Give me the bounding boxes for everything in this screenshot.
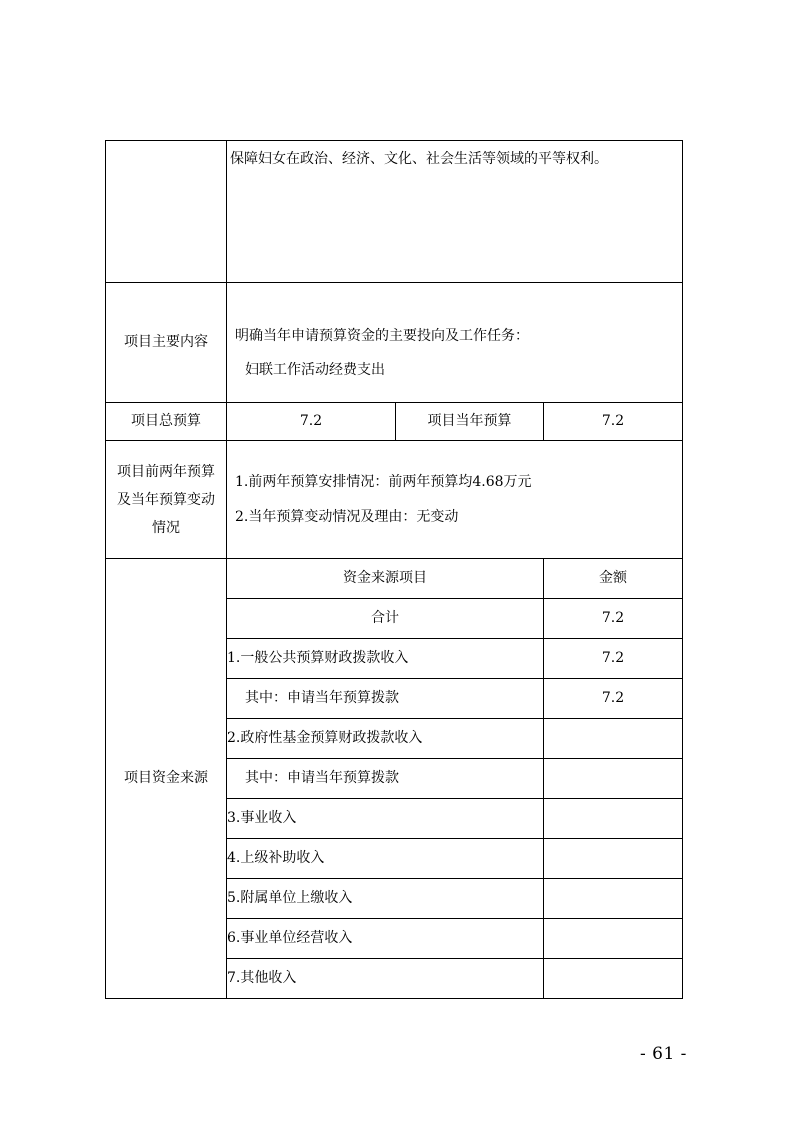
funding-amount-header: 金额 <box>544 559 683 599</box>
purpose-content-cell <box>227 141 683 283</box>
funding-item: 2.政府性基金预算财政拨款收入 <box>227 719 544 759</box>
budget-change-label-line1: 项目前两年预算 <box>117 463 215 480</box>
budget-row <box>106 403 683 441</box>
funding-item: 5.附属单位上缴收入 <box>227 879 544 919</box>
total-budget-value: 7.2 <box>227 403 396 441</box>
main-content-line1: 明确当年申请预算资金的主要投向及工作任务： <box>235 328 529 345</box>
funding-header-row <box>106 559 683 599</box>
current-budget-label: 项目当年预算 <box>396 403 544 441</box>
main-content-line2: 妇联工作活动经费支出 <box>245 362 385 378</box>
budget-change-label-line2: 及当年预算变动 <box>117 491 215 508</box>
budget-change-label <box>106 441 227 559</box>
page-number: - 61 - <box>640 1044 687 1064</box>
funding-item: 4.上级补助收入 <box>227 839 544 879</box>
funding-amount <box>544 799 683 839</box>
funding-amount: 7.2 <box>544 679 683 719</box>
main-content-row <box>106 283 683 403</box>
purpose-label-cell <box>106 141 227 283</box>
funding-item-header: 资金来源项目 <box>227 559 544 599</box>
budget-change-cell <box>227 441 683 559</box>
budget-change-line2: 2.当年预算变动情况及理由：无变动 <box>235 508 459 525</box>
total-budget-label: 项目总预算 <box>106 403 227 441</box>
funding-item: 7.其他收入 <box>227 959 544 999</box>
funding-amount <box>544 719 683 759</box>
funding-amount <box>544 759 683 799</box>
funding-amount: 7.2 <box>544 639 683 679</box>
purpose-text: 保障妇女在政治、经济、文化、社会生活等领域的平等权利。 <box>230 151 608 167</box>
funding-item: 其中：申请当年预算拨款 <box>227 679 544 719</box>
funding-item: 3.事业收入 <box>227 799 544 839</box>
funding-item: 合计 <box>227 599 544 639</box>
funding-amount <box>544 919 683 959</box>
funding-amount: 7.2 <box>544 599 683 639</box>
funding-source-label: 项目资金来源 <box>106 559 227 999</box>
funding-item: 1.一般公共预算财政拨款收入 <box>227 639 544 679</box>
funding-item: 6.事业单位经营收入 <box>227 919 544 959</box>
main-content-cell <box>227 283 683 403</box>
purpose-row <box>106 141 683 283</box>
funding-amount <box>544 879 683 919</box>
funding-amount <box>544 839 683 879</box>
budget-change-line1: 1.前两年预算安排情况：前两年预算均4.68万元 <box>235 473 532 490</box>
main-content-label: 项目主要内容 <box>106 283 227 403</box>
current-budget-value: 7.2 <box>544 403 683 441</box>
budget-change-label-line3: 情况 <box>152 519 180 536</box>
budget-change-row <box>106 441 683 559</box>
funding-amount <box>544 959 683 999</box>
budget-table <box>105 140 683 999</box>
funding-item: 其中：申请当年预算拨款 <box>227 759 544 799</box>
